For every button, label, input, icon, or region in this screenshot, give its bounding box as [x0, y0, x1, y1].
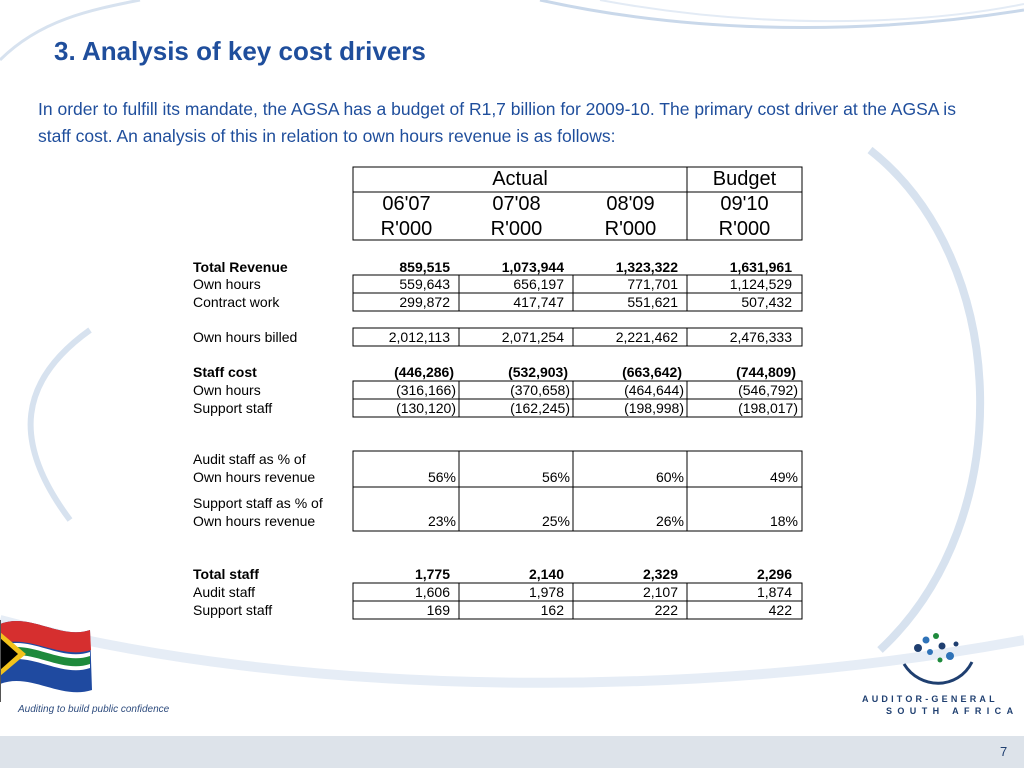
table-cell: 49% [769, 469, 798, 485]
table-cell: 60% [655, 469, 684, 485]
table-cell: 56% [541, 469, 570, 485]
row-label: Support staff [193, 602, 273, 618]
table-cell: 2,329 [642, 566, 678, 582]
actual-header: Actual [492, 168, 548, 190]
budget-header: Budget [712, 168, 777, 190]
table-cell: 507,432 [741, 294, 792, 310]
table-cell: (546,792) [738, 382, 798, 398]
table-cell: 656,197 [513, 276, 564, 292]
slide-title: 3. Analysis of key cost drivers [54, 36, 426, 66]
page-number: 7 [1000, 744, 1008, 759]
unit-header: R'000 [380, 218, 433, 240]
table-cell: (744,809) [736, 364, 796, 380]
row-label: Support staff as % of [193, 495, 323, 511]
table-cell: 2,140 [528, 566, 564, 582]
row-label: Total staff [193, 566, 259, 582]
table-cell: 1,775 [414, 566, 450, 582]
table-cell: 559,643 [399, 276, 450, 292]
row-label: Total Revenue [193, 259, 288, 275]
footer-tagline: Auditing to build public confidence [18, 704, 170, 715]
table-cell: 1,874 [756, 584, 792, 600]
table-cell: 18% [769, 513, 798, 529]
table-cell: 771,701 [627, 276, 678, 292]
table-cell: 222 [654, 602, 678, 618]
table-cell: 1,073,944 [501, 259, 564, 275]
table-cell: (446,286) [394, 364, 454, 380]
footer-bar [0, 736, 1024, 768]
row-label: Staff cost [193, 364, 257, 380]
table-cell: (464,644) [624, 382, 684, 398]
swoosh-bottom [0, 620, 1024, 683]
row-label: Support staff [193, 400, 273, 416]
row-label: Own hours revenue [193, 513, 316, 529]
row-label: Contract work [193, 294, 280, 310]
unit-header: R'000 [718, 218, 771, 240]
table-cell: (532,903) [508, 364, 568, 380]
row-label: Own hours [193, 382, 261, 398]
year-header: 07'08 [492, 193, 541, 215]
table-cell: 2,221,462 [615, 329, 678, 345]
unit-header: R'000 [604, 218, 657, 240]
table-cell: 162 [540, 602, 564, 618]
table-cell: 26% [655, 513, 684, 529]
table-cell: 25% [541, 513, 570, 529]
table-cell: 422 [768, 602, 792, 618]
row-label: Audit staff as % of [193, 451, 306, 467]
logo-text-line2: SOUTH AFRICA [886, 706, 1019, 716]
table-cell: 1,978 [528, 584, 564, 600]
swoosh-left [31, 330, 90, 520]
table-cell: 859,515 [399, 259, 450, 275]
year-header: 08'09 [606, 193, 655, 215]
table-cell: 551,621 [627, 294, 678, 310]
table-cell: 1,124,529 [729, 276, 792, 292]
table-cell: 2,296 [756, 566, 792, 582]
table-cell: 2,476,333 [729, 329, 792, 345]
table-cell: 56% [427, 469, 456, 485]
intro-paragraph: In order to fulfill its mandate, the AGSA has a budget of R1,7 billion for 2009-10. The primary cost driver at the AGSA is staff cost. An analysis of this in relation to own hours revenue is as follows: [38, 99, 956, 146]
year-header: 06'07 [382, 193, 431, 215]
table-cell: (663,642) [622, 364, 682, 380]
table-cell: 2,107 [642, 584, 678, 600]
table-cell: 1,606 [414, 584, 450, 600]
table-cell: 23% [427, 513, 456, 529]
table-cell: 1,631,961 [729, 259, 792, 275]
swoosh-right [870, 150, 980, 650]
table-cell: (316,166) [396, 382, 456, 398]
table-cell: 169 [426, 602, 450, 618]
table-cell: 1,323,322 [615, 259, 678, 275]
table-cell: (198,998) [624, 400, 684, 416]
row-label: Audit staff [193, 584, 256, 600]
unit-header: R'000 [490, 218, 543, 240]
table-cell: 2,012,113 [388, 329, 450, 345]
row-label: Own hours billed [193, 329, 298, 345]
table-cell: (130,120) [396, 400, 456, 416]
row-label: Own hours revenue [193, 469, 316, 485]
table-cell: (370,658) [510, 382, 570, 398]
table-cell: (198,017) [738, 400, 798, 416]
flag-icon [0, 620, 92, 702]
table-cell: 299,872 [399, 294, 450, 310]
swoosh-top [540, 0, 1024, 28]
table-cell: (162,245) [510, 400, 570, 416]
table-cell: 417,747 [513, 294, 564, 310]
logo-text-line1: AUDITOR-GENERAL [862, 694, 998, 704]
year-header: 09'10 [720, 193, 769, 215]
row-label: Own hours [193, 276, 261, 292]
table-cell: 2,071,254 [501, 329, 564, 345]
